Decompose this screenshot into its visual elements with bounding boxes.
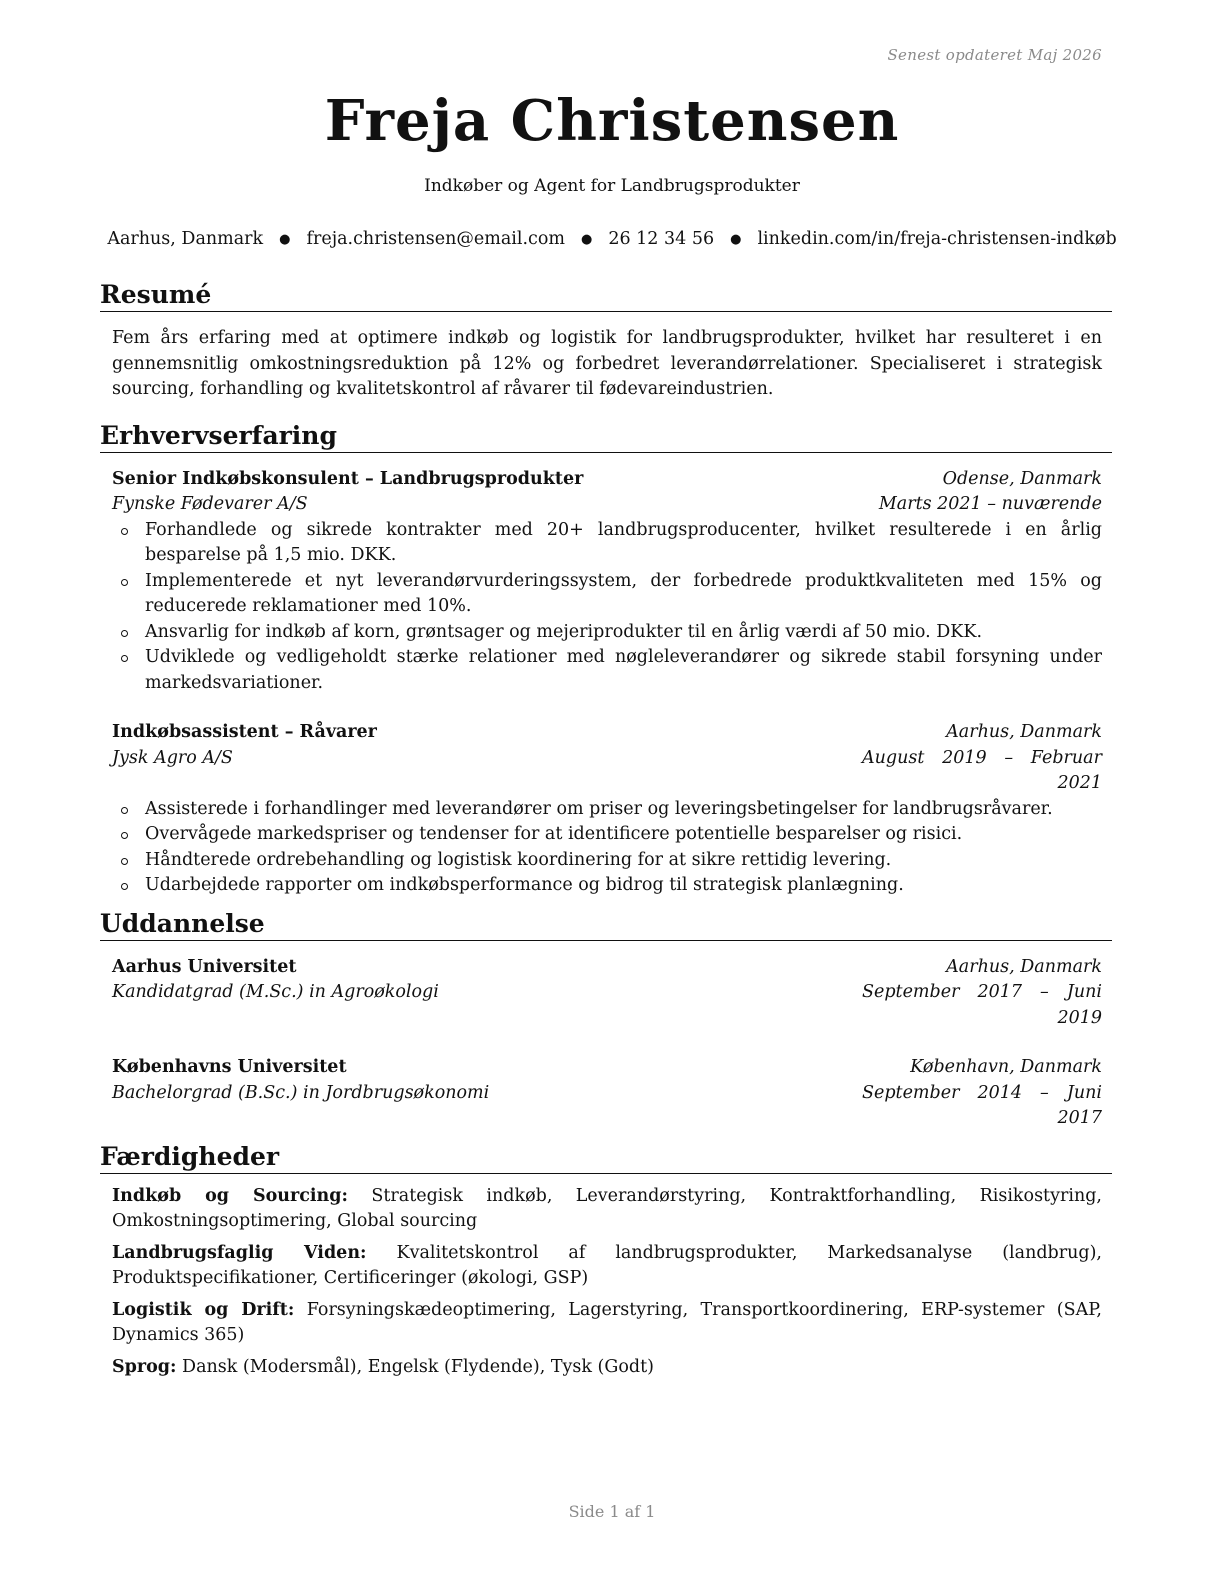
summary-text: Fem års erfaring med at optimere indkøb og logistik for landbrugsprodukter, hvilket har resulteret i en gennemsnitlig omkostningsreduktion på 12% og forbedret leverandørrelationer. Specialiseret i strategisk sourcing, forhandling og kvalitetskontrol af råvarer til fødevareindustrien. [112, 328, 1102, 399]
job-entry [112, 467, 1102, 697]
job-role: Indkøbsassistent – Råvarer [112, 722, 377, 742]
skill-group [112, 1298, 1102, 1349]
skill-group [112, 1355, 1102, 1381]
section-title-education: Uddannelse [100, 909, 1112, 941]
contact-linkedin[interactable]: linkedin.com/in/freja-christensen-indkøb [757, 229, 1117, 249]
contact-location: Aarhus, Danmark [107, 229, 264, 249]
job-bullets [112, 797, 1102, 899]
school-location: København, Danmark [910, 1057, 1102, 1077]
education-entry [112, 955, 1102, 1032]
bullet-separator-icon: ● [580, 231, 593, 247]
last-updated-note: Senest opdateret Maj 2026 [887, 46, 1102, 64]
education-entry [112, 1055, 1102, 1132]
degree-name: Kandidatgrad (M.Sc.) in Agroøkologi [112, 982, 439, 1002]
skill-group [112, 1241, 1102, 1292]
job-dates: Marts 2021 – nuværende [878, 494, 1102, 514]
candidate-subtitle: Indkøber og Agent for Landbrugsprodukter [424, 176, 800, 196]
job-location: Odense, Danmark [942, 468, 1102, 489]
bullet-separator-icon: ● [730, 231, 742, 247]
list-item: Ansvarlig for indkøb af korn, grøntsager og mejeriprodukter til en årlig værdi af 50 mio. DKK. [112, 620, 1102, 646]
candidate-name: Freja Christensen [324, 88, 900, 154]
job-bullets [112, 518, 1102, 697]
school-name: Aarhus Universitet [112, 956, 297, 977]
education-dates: September 2017 – Juni 2019 [862, 982, 1102, 1028]
page-number: Side 1 af 1 [568, 1502, 656, 1521]
skill-group-text: Strategisk indkøb, Leverandørstyring, Kontraktforhandling, Risikostyring, Omkostningsoptimering, Global sourcing [112, 1185, 1102, 1231]
job-company: Fynske Fødevarer A/S [112, 494, 308, 514]
list-item: Implementerede et nyt leverandørvurderingssystem, der forbedrede produktkvaliteten med 15% og reducerede reklamationer med 10%. [112, 569, 1102, 620]
job-location: Aarhus, Danmark [946, 722, 1102, 742]
bullet-separator-icon: ● [279, 231, 291, 247]
list-item: Assisterede i forhandlinger med leverandører om priser og leveringsbetingelser for landbrugsråvarer. [112, 797, 1102, 823]
resume-body [100, 280, 1112, 1380]
skill-group-label: Logistik og Drift: [112, 1299, 295, 1320]
contact-line [0, 229, 1224, 249]
list-item: Overvågede markedspriser og tendenser for at identificere potentielle besparelser og risici. [112, 822, 1102, 848]
job-role: Senior Indkøbskonsulent – Landbrugsprodukter [112, 468, 584, 489]
degree-name: Bachelorgrad (B.Sc.) in Jordbrugsøkonomi [112, 1082, 490, 1103]
school-location: Aarhus, Danmark [946, 956, 1102, 977]
section-title-skills: Færdigheder [100, 1142, 1112, 1174]
skill-group-text: Dansk (Modersmål), Engelsk (Flydende), Tysk (Godt) [182, 1356, 654, 1377]
school-name: Københavns Universitet [112, 1057, 347, 1077]
skill-group-label: Sprog: [112, 1356, 177, 1377]
skill-group-text: Kvalitetskontrol af landbrugsprodukter, Markedsanalyse (landbrug), Produktspecifikationer, Certificeringer (økologi, GSP) [112, 1242, 1102, 1288]
skill-group-label: Indkøb og Sourcing: [112, 1185, 348, 1206]
list-item: Forhandlede og sikrede kontrakter med 20+ landbrugsproducenter, hvilket resulterede i en årlig besparelse på 1,5 mio. DKK. [112, 518, 1102, 569]
list-item: Håndterede ordrebehandling og logistisk koordinering for at sikre rettidig levering. [112, 848, 1102, 874]
education-dates: September 2014 – Juni 2017 [862, 1082, 1102, 1128]
section-title-experience: Erhvervserfaring [100, 421, 1112, 453]
job-entry [112, 720, 1102, 899]
section-title-summary: Resumé [100, 280, 1112, 312]
job-company: Jysk Agro A/S [112, 747, 233, 768]
skill-group-text: Forsyningskædeoptimering, Lagerstyring, Transportkoordinering, ERP-systemer (SAP, Dynamics 365) [112, 1299, 1102, 1345]
list-item: Udarbejdede rapporter om indkøbsperformance og bidrog til strategisk planlægning. [112, 873, 1102, 899]
job-dates: August 2019 – Februar 2021 [862, 747, 1102, 793]
skill-group-label: Landbrugsfaglig Viden: [112, 1242, 367, 1263]
list-item: Udviklede og vedligeholdt stærke relationer med nøgleleverandører og sikrede stabil forsyning under markedsvariationer. [112, 645, 1102, 696]
contact-phone: 26 12 34 56 [608, 229, 715, 249]
skill-group [112, 1184, 1102, 1235]
contact-email[interactable]: freja.christensen@email.com [306, 229, 565, 249]
